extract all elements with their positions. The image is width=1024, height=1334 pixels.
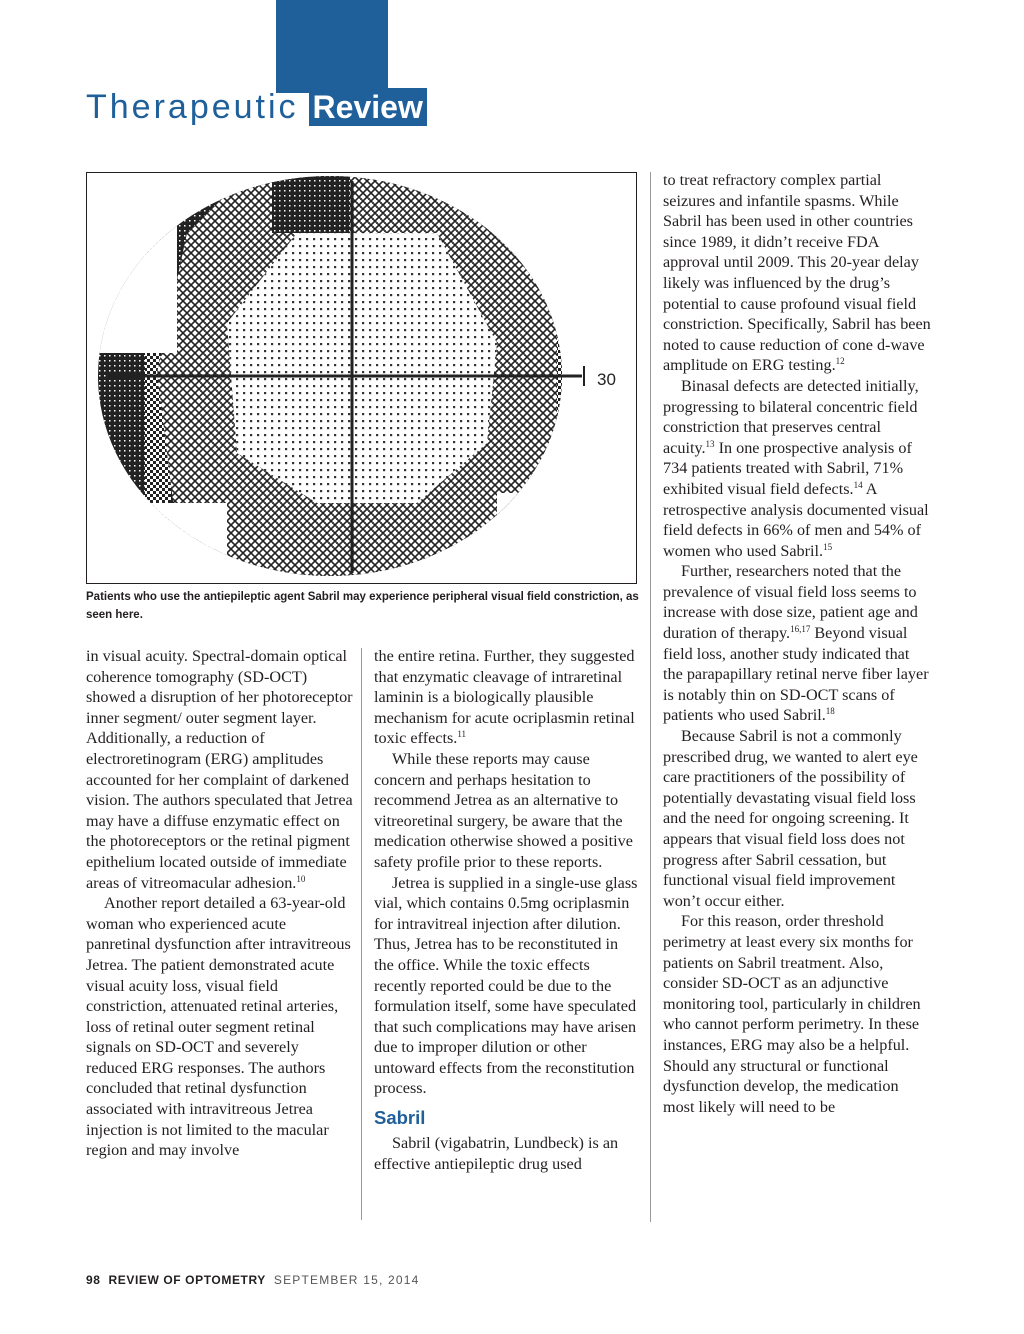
- paragraph: Jetrea is supplied in a single-use glass vial, which contains 0.5mg ocriplasmin for intravitreal injection after dilution. Thus, Jetrea has to be reconstituted in the office. While the toxic effects recently reported could be due to the formulation itself, some have speculated that such complications may have arisen due to improper dilution or other untoward effects from the reconstitution process.: [374, 873, 638, 1098]
- paragraph-text: the entire retina. Further, they suggested that enzymatic cleavage of intraretinal laminin is a biologically plausible mechanism for acute ocriplasmin retinal toxic effects.: [374, 647, 635, 748]
- paragraph: [663, 170, 933, 376]
- paragraph: While these reports may cause concern and perhaps hesitation to recommend Jetrea as an alternative to vitreoretinal surgery, be aware that the medication otherwise showed a positive safety profile prior to these reports.: [374, 749, 633, 871]
- header-title-light: Therapeutic: [86, 88, 299, 126]
- field-outside: [497, 493, 635, 582]
- page-number: 98: [86, 1273, 101, 1287]
- visual-field-plot: [87, 173, 635, 582]
- field-preserved-region: [227, 233, 497, 503]
- field-outside: [87, 173, 177, 353]
- paragraph: [86, 646, 354, 893]
- figure-caption: Patients who use the antiepileptic agent Sabril may experience peripheral visual field constriction, as seen here.: [86, 591, 639, 621]
- paragraph: [374, 646, 640, 749]
- page-footer: [86, 1273, 420, 1287]
- reference-mark: 12: [835, 356, 845, 367]
- paragraph-text: Beyond visual field loss, another study indicated that the parapapillary retinal nerve fiber layer is notably thin on SD-OCT scans of patients who used Sabril.: [663, 624, 929, 725]
- visual-field-figure: [86, 172, 637, 584]
- reference-mark: 15: [823, 541, 833, 552]
- header-title-bold: Review: [309, 88, 427, 126]
- column-rule: [650, 172, 651, 1222]
- field-loss-region: [567, 323, 592, 368]
- column-3: [663, 170, 933, 1117]
- section-header: [86, 86, 427, 126]
- field-loss-region: [272, 173, 350, 233]
- paragraph-text: in visual acuity. Spectral-domain optical coherence tomography (SD-OCT) showed a disruption of her photoreceptor inner segment/ outer segment layer. Additionally, a reduction of electroretinogram (ERG) amplitudes accounted for her complaint of darkened vision. The authors speculated that Jetrea may have a diffuse enzymatic effect on the photoreceptors or the retinal pigment epithelium located outside of immediate areas of vitreomacular adhesion.: [86, 647, 353, 892]
- paragraph-text: Further, researchers noted that the prevalence of visual field loss seems to increase with dose size, patient age and duration of therapy.: [663, 562, 918, 643]
- column-2: [374, 646, 640, 1174]
- field-outside: [87, 503, 227, 582]
- paragraph-text: to treat refractory complex partial seizures and infantile spasms. While Sabril has been used in other countries since 1989, it didn’t receive FDA approval until 2009. This 20-year delay likely was influenced by the drug’s potential to cause profound visual field constriction. Specifically, Sabril has been noted to cause reduction of cone d-wave amplitude on ERG testing.: [663, 171, 931, 375]
- reference-mark: 14: [853, 479, 863, 490]
- section-subhead: Sabril: [374, 1107, 426, 1129]
- paragraph-text: A retrospective analysis documented visual field defects in 66% of men and 54% of women who used Sabril.: [663, 479, 929, 560]
- header-tab-bar: [276, 0, 388, 93]
- reference-mark: 11: [457, 729, 466, 740]
- paragraph-text: In one prospective analysis of 734 patients treated with Sabril, 71% exhibited visual field defects.: [663, 438, 912, 498]
- paragraph: Another report detailed a 63-year-old woman who experienced acute panretinal dysfunction after intravitreous Jetrea. The patient demonstrated acute visual acuity loss, visual field constriction, attenuated retinal arteries, loss of retinal outer segment retinal signals on SD-OCT and severely reduced ERG responses. The authors concluded that retinal dysfunction associated with intravitreous Jetrea injection is not limited to the macular region and may involve: [86, 894, 351, 1160]
- field-outside: [557, 173, 635, 323]
- column-1: [86, 646, 354, 1161]
- publication-name: REVIEW OF OPTOMETRY: [108, 1273, 266, 1287]
- issue-date: SEPTEMBER 15, 2014: [273, 1273, 420, 1287]
- reference-mark: 13: [705, 438, 715, 449]
- reference-mark: 18: [825, 706, 835, 717]
- paragraph: Sabril (vigabatrin, Lundbeck) is an effective antiepileptic drug used: [374, 1134, 619, 1173]
- axis-label-30: 30: [597, 370, 616, 389]
- reference-mark: 16,17: [790, 624, 811, 635]
- paragraph-text: Binasal defects are detected initially, progressing to bilateral concentric field constriction that preserves central acuity.: [663, 376, 919, 457]
- paragraph: Because Sabril is not a commonly prescribed drug, we wanted to alert eye care practitioners of the possibility of potentially devastating visual field loss and the need for ongoing screening. It appears that visual field loss does not progress after Sabril cessation, but functional visual field improvement won’t occur either.: [663, 727, 918, 910]
- column-rule: [361, 648, 362, 1220]
- paragraph: [663, 376, 933, 561]
- paragraph: For this reason, order threshold perimetry at least every six months for patients on Sabril treatment. Also, consider SD-OCT as an adjunctive monitoring tool, particularly in children who cannot perform perimetry. In these instances, ERG may also be a helpful. Should any structural or functional dysfunction develop, the medication most likely will need to be: [663, 912, 921, 1116]
- reference-mark: 10: [296, 873, 306, 884]
- paragraph: [663, 561, 933, 726]
